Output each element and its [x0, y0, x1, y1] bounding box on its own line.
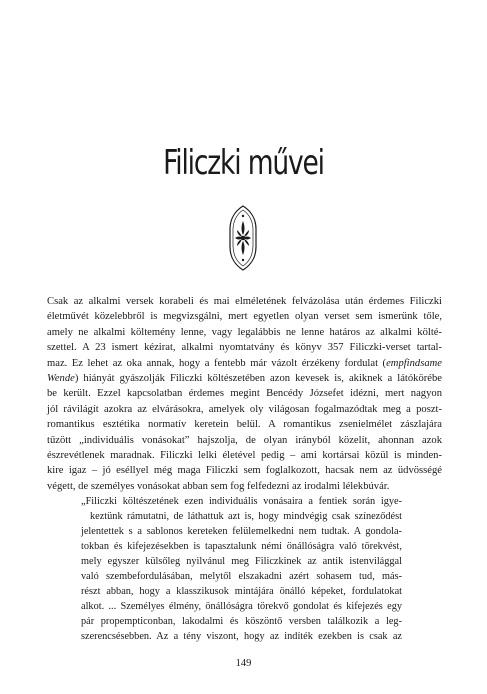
text-line: végett, de személyes vonásokat abban sem fog felfedezni az irodalmi lélekbúvár.	[47, 480, 390, 492]
block-quote	[81, 494, 402, 644]
text-line: romantikus esztétika normatív keretein belül. A romantikus zsenielmélet zászlajára	[47, 419, 442, 431]
quote-line: jelentettek s a sablonos kereteken felülemelkedni nem tudtak. A gondola-	[81, 526, 402, 537]
text-line: kire igaz – jó eséllyel még maga Filiczki sem foglalkozott, hacsak nem az üdvösségé	[47, 465, 442, 477]
text-line: szettel. A 23 ismert kézirat, alkalmi nyomtatvány és könyv 357 Filiczki-verset tartal-	[47, 342, 442, 354]
text-line: észrevétlenek maradnak. Filiczki lelki életével pedig – ami kortársai közül is minden-	[47, 450, 442, 462]
text-line: életművét közelebbről is megvizsgálni, mert egyetlen olyan verset sem ismerünk tőle,	[47, 311, 442, 323]
quote-line: keztünk rámutatni, de láthattuk azt is, hogy mindvégig csak színeződést	[90, 511, 402, 522]
floral-ornament-icon	[228, 205, 258, 271]
text-line: Wende) hiányát gyászolják Filiczki költészetében azon kevesek is, akiknek a látókörébe	[47, 373, 442, 385]
quote-line: alkot. ... Személyes élmény, önállóságra törekvő gondolat és kifejezés egy	[81, 601, 402, 612]
quote-line: való szembefordulásában, melytől elszakadni azért sohasem tud, más-	[81, 571, 402, 582]
quote-line: mely egyszer külsőleg nyilvánul meg Filiczkinek az antik istenvilággal	[81, 556, 402, 567]
quote-line: pár propempticonban, lakodalmi és köszöntő versben találkozik a leg-	[81, 616, 402, 627]
text-line: tűzött „individuális vonásokat” hajszolja, de olyan irányból közelít, ahonnan azok	[47, 434, 442, 446]
body-paragraph	[47, 294, 442, 494]
page-number: 149	[235, 658, 252, 669]
quote-line: részt abban, hogy a klasszikusok mintájára önálló képeket, fordulatokat	[81, 586, 402, 597]
quote-line: szerencsésebben. Az a tény viszont, hogy az indíték ezekben is csak az	[81, 631, 402, 642]
text-line: jól rávilágít azokra az elvárásokra, amelyek oly világosan fogalmazódtak meg a poszt-	[47, 403, 442, 415]
chapter-title: Filiczki művei	[163, 143, 324, 183]
quote-line: „Filiczki költészetének ezen individuális vonásaira a fentiek során igye-	[81, 496, 402, 507]
text-line: be került. Ezzel kapcsolatban érdemes megint Bencédy Józsefet idézni, mert nagyon	[47, 388, 442, 400]
text-line: maz. Ez lehet az oka annak, hogy a fentebb már vázolt érzékeny fordulat (empfindsame	[47, 357, 442, 369]
text-line: Csak az alkalmi versek korabeli és mai elméletének felvázolása után érdemes Filiczki	[47, 296, 442, 307]
quote-line: tokban és kifejezésekben is tapasztalunk némi önállóságra való törekvést,	[81, 541, 402, 552]
text-line: amely ne alkalmi költemény lenne, vagy legalábbis ne lenne határos az alkalmi költé-	[47, 326, 442, 338]
